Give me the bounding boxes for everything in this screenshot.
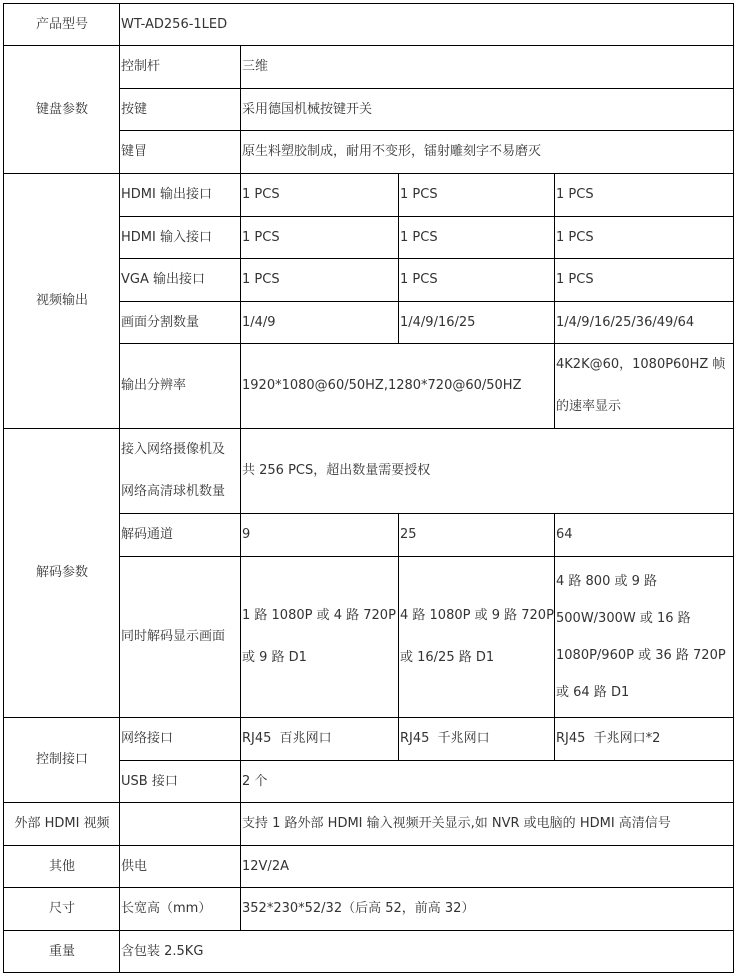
power-value: 12V/2A [241, 846, 734, 888]
resolution-v3 [555, 344, 734, 429]
keyboard-label: 键盘参数 [4, 46, 120, 174]
split-v2: 1/4/9/16/25 [399, 302, 555, 344]
joystick-value: 三维 [241, 46, 734, 89]
row-other [4, 846, 734, 888]
split-v1: 1/4/9 [241, 302, 399, 344]
size-name: 长宽高（mm） [120, 888, 241, 931]
simul-v2-line1: 4 路 1080P 或 9 路 720P [400, 608, 554, 623]
simul-v1-line2: 或 9 路 D1 [242, 650, 307, 665]
hdmi-out-name: HDMI 输出接口 [120, 174, 241, 217]
keycaps-name: 键冒 [120, 131, 241, 174]
simul-v1 [241, 557, 399, 718]
other-label: 其他 [4, 846, 120, 888]
row-joystick [4, 46, 734, 89]
row-hdmi-out [4, 174, 734, 217]
usb-value: 2 个 [241, 761, 734, 803]
cameras-name-line2: 网络高清球机数量 [121, 484, 226, 499]
row-size [4, 888, 734, 931]
external-hdmi-value: 支持 1 路外部 HDMI 输入视频开关显示,如 NVR 或电脑的 HDMI 高清信号 [241, 803, 734, 846]
joystick-name: 控制杆 [120, 46, 241, 89]
simul-v3-line1: 4 路 800 或 9 路 [556, 574, 658, 589]
split-v3: 1/4/9/16/25/36/49/64 [555, 302, 734, 344]
network-v1: RJ45 百兆网口 [241, 718, 399, 761]
simul-v3 [555, 557, 734, 718]
cameras-value: 共 256 PCS，超出数量需要授权 [241, 429, 734, 514]
keys-value: 采用德国机械按键开关 [241, 89, 734, 131]
simul-v1-line1: 1 路 1080P 或 4 路 720P [242, 608, 396, 623]
model-value: WT-AD256-1LED [120, 4, 734, 46]
external-hdmi-empty [120, 803, 241, 846]
simul-v3-line2: 500W/300W 或 16 路 [556, 611, 691, 626]
simul-v3-line3: 1080P/960P 或 36 路 720P [556, 648, 726, 663]
channels-v3: 64 [555, 514, 734, 557]
power-name: 供电 [120, 846, 241, 888]
resolution-v12: 1920*1080@60/50HZ,1280*720@60/50HZ [241, 344, 555, 429]
spec-table [3, 3, 734, 973]
weight-label: 重量 [4, 931, 120, 973]
split-name: 画面分割数量 [120, 302, 241, 344]
keycaps-value: 原生料塑胶制成，耐用不变形，镭射雕刻字不易磨灭 [241, 131, 734, 174]
video-label: 视频输出 [4, 174, 120, 429]
simul-v2 [399, 557, 555, 718]
channels-v1: 9 [241, 514, 399, 557]
resolution-v3-line2: 的速率显示 [556, 399, 622, 414]
vga-out-v1: 1 PCS [241, 259, 399, 302]
simul-v2-line2: 或 16/25 路 D1 [400, 650, 495, 665]
control-label: 控制接口 [4, 718, 120, 803]
resolution-v3-line1: 4K2K@60，1080P60HZ 帧 [556, 357, 726, 372]
hdmi-in-name: HDMI 输入接口 [120, 217, 241, 259]
model-label: 产品型号 [4, 4, 120, 46]
row-network [4, 718, 734, 761]
vga-out-name: VGA 输出接口 [120, 259, 241, 302]
hdmi-out-v3: 1 PCS [555, 174, 734, 217]
channels-v2: 25 [399, 514, 555, 557]
usb-name: USB 接口 [120, 761, 241, 803]
network-name: 网络接口 [120, 718, 241, 761]
weight-value: 含包装 2.5KG [120, 931, 734, 973]
row-model [4, 4, 734, 46]
row-weight [4, 931, 734, 973]
size-value: 352*230*52/32（后高 52，前高 32） [241, 888, 734, 931]
row-external-hdmi [4, 803, 734, 846]
network-v3: RJ45 千兆网口*2 [555, 718, 734, 761]
hdmi-out-v2: 1 PCS [399, 174, 555, 217]
size-label: 尺寸 [4, 888, 120, 931]
hdmi-out-v1: 1 PCS [241, 174, 399, 217]
external-hdmi-label: 外部 HDMI 视频 [4, 803, 120, 846]
simul-v3-line4: 或 64 路 D1 [556, 685, 630, 700]
simul-name: 同时解码显示画面 [120, 557, 241, 718]
hdmi-in-v3: 1 PCS [555, 217, 734, 259]
cameras-name-line1: 接入网络摄像机及 [121, 442, 226, 457]
row-cameras [4, 429, 734, 514]
decode-label: 解码参数 [4, 429, 120, 718]
hdmi-in-v1: 1 PCS [241, 217, 399, 259]
vga-out-v2: 1 PCS [399, 259, 555, 302]
resolution-name: 输出分辨率 [120, 344, 241, 429]
vga-out-v3: 1 PCS [555, 259, 734, 302]
keys-name: 按键 [120, 89, 241, 131]
cameras-name [120, 429, 241, 514]
hdmi-in-v2: 1 PCS [399, 217, 555, 259]
channels-name: 解码通道 [120, 514, 241, 557]
network-v2: RJ45 千兆网口 [399, 718, 555, 761]
